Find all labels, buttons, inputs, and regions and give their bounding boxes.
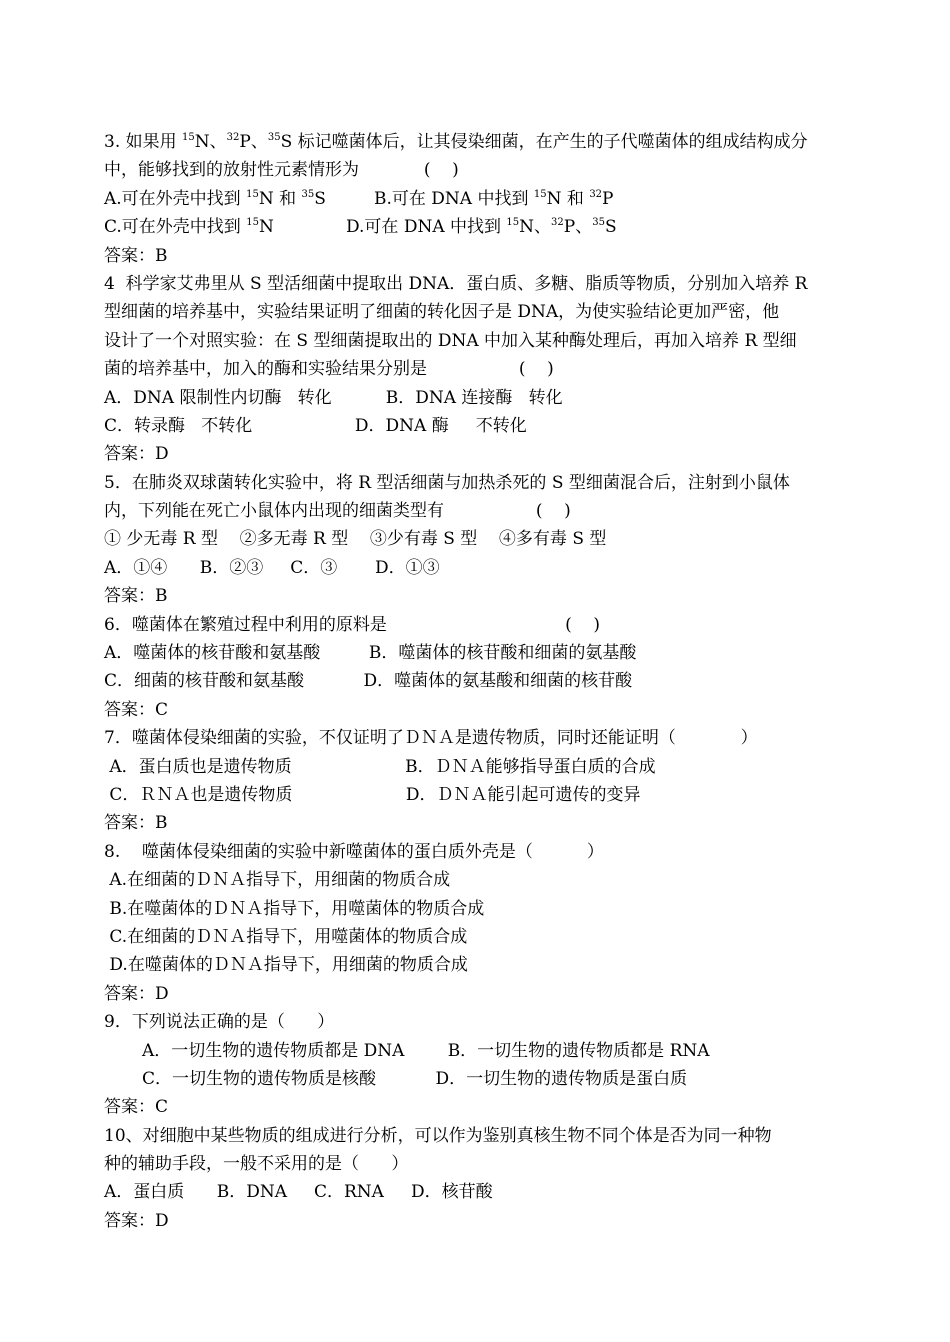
q8-option-b: B.在噬菌体的ＤＮＡ指导下，用噬菌体的物质合成 [104, 898, 485, 919]
q4-stem-line-4: 菌的培养基中，加入的酶和实验结果分别是 ( ) [104, 359, 554, 380]
q5-stem-line-2: 内，下列能在死亡小鼠体内出现的细菌类型有 ( ) [104, 501, 571, 522]
q3-options-cd: C.可在外壳中找到 $^{15}$N D.可在 DNA 中找到 $^{15}$N、$^{32}$P、$^{35}$S [104, 217, 617, 238]
q4-stem-line-3: 设计了一个对照实验：在 S 型细菌提取出的 DNA 中加入某种酶处理后，再加入培养 R 型细 [104, 330, 797, 351]
q7-options-cd: C．ＲＮＡ也是遗传物质 D．ＤＮＡ能引起可遗传的变异 [104, 784, 641, 805]
q5-stem-line-1: 5．在肺炎双球菌转化实验中，将 R 型活细菌与加热杀死的 S 型细菌混合后，注射到小鼠体 [104, 472, 790, 493]
q6-options-ab: A．噬菌体的核苷酸和氨基酸 B．噬菌体的核苷酸和细菌的氨基酸 [104, 643, 637, 664]
q8-answer: 答案：D [104, 983, 169, 1004]
q4-answer: 答案：D [104, 444, 169, 465]
q8-option-d: D.在噬菌体的ＤＮＡ指导下，用细菌的物质合成 [104, 955, 468, 976]
q6-answer: 答案：C [104, 699, 169, 720]
q9-stem: 9．下列说法正确的是（ ） [104, 1012, 335, 1033]
q5-options: A．①④ B．②③ C．③ D．①③ [104, 557, 440, 578]
q5-answer: 答案：B [104, 586, 168, 607]
q8-stem: 8. 噬菌体侵染细菌的实验中新噬菌体的蛋白质外壳是（ ） [104, 841, 604, 862]
q10-stem-line-2: 种的辅助手段，一般不采用的是（ ） [104, 1154, 409, 1175]
q6-options-cd: C．细菌的核苷酸和氨基酸 D．噬菌体的氨基酸和细菌的核苷酸 [104, 671, 633, 692]
q10-answer: 答案：D [104, 1210, 169, 1231]
q4-options-ab: A．DNA 限制性内切酶 转化 B．DNA 连接酶 转化 [104, 387, 563, 408]
q9-options-ab: A．一切生物的遗传物质都是 DNA B．一切生物的遗传物质都是 RNA [142, 1040, 710, 1061]
q9-answer: 答案：C [104, 1097, 169, 1118]
q8-option-a: A.在细菌的ＤＮＡ指导下，用细菌的物质合成 [104, 870, 451, 891]
q3-options-ab: A.可在外壳中找到 $^{15}$N 和 $^{35}$S B.可在 DNA 中找到 $^{15}$N 和 $^{32}$P [104, 188, 614, 209]
q3-stem-line-2: 中，能够找到的放射性元素情形为 ( ) [104, 160, 459, 181]
q7-stem: 7．噬菌体侵染细菌的实验，不仅证明了ＤＮＡ是遗传物质，同时还能证明（ ） [104, 728, 758, 749]
q4-options-cd: C．转录酶 不转化 D．DNA 酶 不转化 [104, 415, 527, 436]
q4-stem-line-2: 型细菌的培养基中，实验结果证明了细菌的转化因子是 DNA，为使实验结论更加严密，他 [104, 302, 780, 323]
q10-options: A．蛋白质 B．DNA C．RNA D．核苷酸 [104, 1182, 493, 1203]
q3-answer: 答案：B [104, 245, 168, 266]
q4-stem-line-1: 4 科学家艾弗里从 S 型活细菌中提取出 DNA．蛋白质、多糖、脂质等物质，分别加入培养 R [104, 273, 808, 294]
q10-stem-line-1: 10、对细胞中某些物质的组成进行分析，可以作为鉴别真核生物不同个体是否为同一种物 [104, 1125, 772, 1146]
q7-answer: 答案：B [104, 813, 168, 834]
q5-choices: ① 少无毒 R 型 ②多无毒 R 型 ③少有毒 S 型 ④多有毒 S 型 [104, 529, 607, 550]
q7-options-ab: A．蛋白质也是遗传物质 B．ＤＮＡ能够指导蛋白质的合成 [104, 756, 656, 777]
q6-stem: 6．噬菌体在繁殖过程中利用的原料是 ( ) [104, 614, 601, 635]
document-page [104, 128, 852, 1235]
q9-options-cd: C．一切生物的遗传物质是核酸 D．一切生物的遗传物质是蛋白质 [142, 1068, 688, 1089]
q8-option-c: C.在细菌的ＤＮＡ指导下，用噬菌体的物质合成 [104, 926, 468, 947]
q3-stem-line-1: 3. 如果用 $^{15}$N、$^{32}$P、$^{35}$S 标记噬菌体后，让其侵染细菌，在产生的子代噬菌体的组成结构成分 [104, 132, 808, 152]
